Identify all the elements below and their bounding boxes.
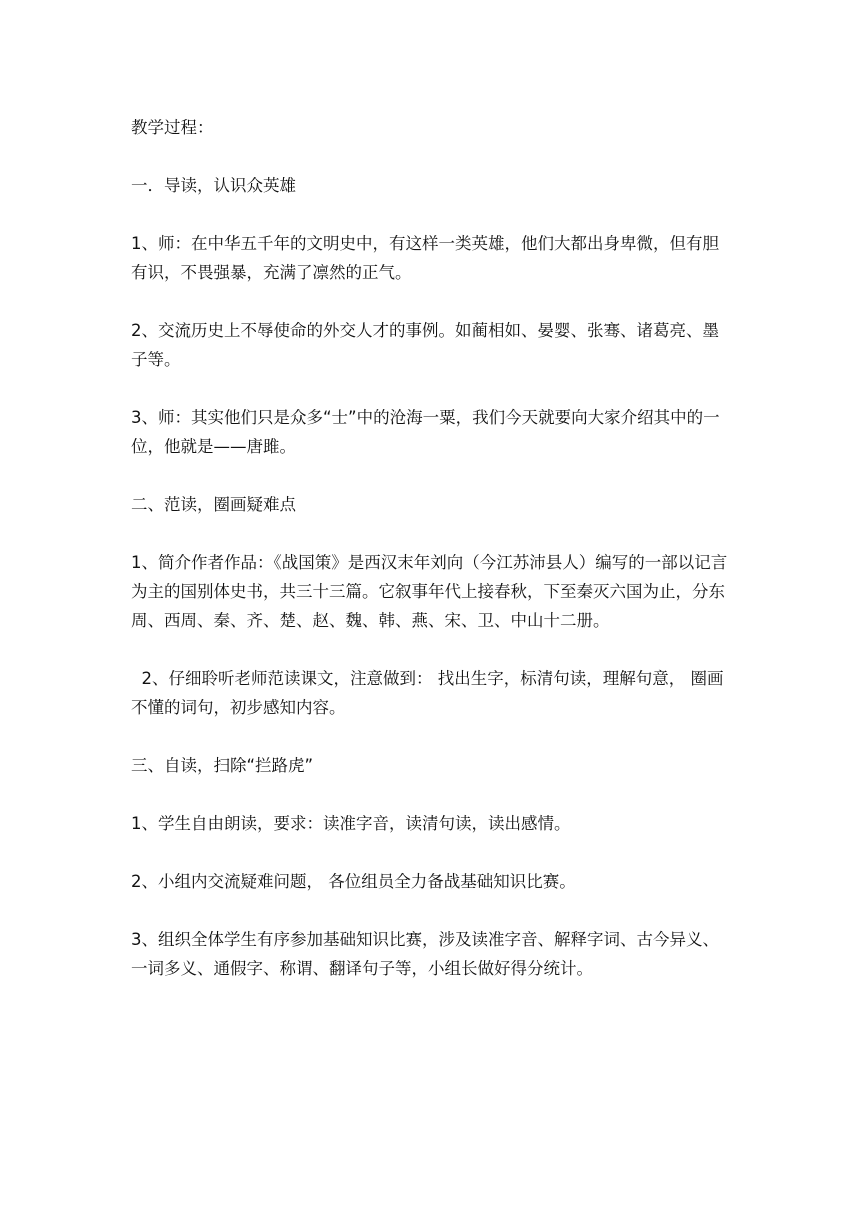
paragraph-1-3: 3、师：其实他们只是众多“士”中的沧海一粟，我们今天就要向大家介绍其中的一位，他就是——唐雎。	[131, 408, 720, 456]
section-heading-teaching-process: 教学过程：	[131, 118, 214, 137]
section-heading-1: 一．导读，认识众英雄	[131, 176, 296, 195]
section-heading-3: 三、自读，扫除“拦路虎”	[131, 756, 314, 775]
document-body	[131, 113, 731, 1012]
paragraph-3-2: 2、小组内交流疑难问题， 各位组员全力备战基础知识比赛。	[131, 872, 576, 891]
paragraph-3-3: 3、组织全体学生有序参加基础知识比赛，涉及读准字音、解释字词、古今异义、一词多义、通假字、称谓、翻译句子等，小组长做好得分统计。	[131, 930, 719, 978]
paragraph-2-1: 1、简介作者作品：《战国策》是西汉末年刘向（今江苏沛县人）编写的一部以记言为主的国别体史书，共三十三篇。它叙事年代上接春秋，下至秦灭六国为止，分东周、西周、秦、齐、楚、赵、魏、韩、燕、宋、卫、中山十二册。	[131, 553, 728, 630]
paragraph-1-1: 1、师：在中华五千年的文明史中，有这样一类英雄，他们大都出身卑微，但有胆有识，不畏强暴，充满了凛然的正气。	[131, 234, 719, 282]
paragraph-1-2: 2、交流历史上不辱使命的外交人才的事例。如蔺相如、晏婴、张骞、诸葛亮、墨子等。	[131, 321, 719, 369]
paragraph-3-1: 1、学生自由朗读，要求：读准字音，读清句读，读出感情。	[131, 814, 571, 833]
section-heading-2: 二、范读，圈画疑难点	[131, 495, 296, 514]
paragraph-2-2: 2、仔细聆听老师范读课文，注意做到： 找出生字，标清句读，理解句意， 圈画不懂的词句，初步感知内容。	[131, 669, 724, 717]
